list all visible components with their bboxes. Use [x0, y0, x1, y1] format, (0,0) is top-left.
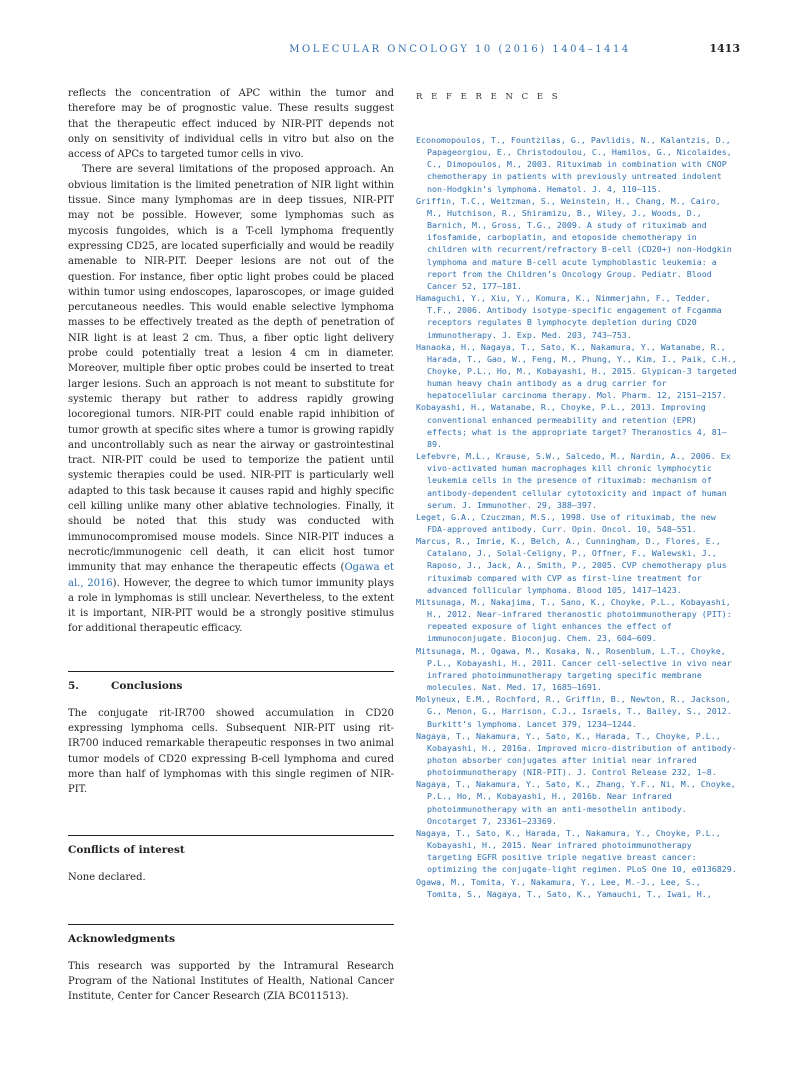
reference-item[interactable]: Nagaya, T., Nakamura, Y., Sato, K., Zhang, Y.F., Ni, M., Choyke, P.L., Ho, M., Kobayashi, H., 2016b. Near infrared photoimmunotherapy with an anti-mesothelin antibody. Oncotarget 7, 23361–23369.	[416, 779, 736, 826]
paragraph-2-text-a: There are several limitations of the proposed approach. An obvious limitation is the limited penetration of NIR light within tissue. Since many lymphomas are in deep tissues, NIR-PIT may not be possible. However, some lymphomas such as mycosis fungoides, which is a T-cell lymphoma frequently expressing CD25, are located superficially and would be readily amenable to NIR-PIT. Deeper lesions are not out of the question. For instance, fiber optic light probes could be placed within tumor using endoscopes, laparoscopes, or image guided percutaneous needles. This would enable selective lymphoma masses to be effectively treated as the depth of penetration of NIR light is at least 2 cm. Thus, a fiber optic light delivery probe could potentially treat a lesion 4 cm in diameter. Moreover, multiple fiber optic probes could be inserted to treat larger lesions. Such an approach is not meant to substitute for systemic therapy but rather to address rapidly growing locoregional tumors. NIR-PIT could enable rapid inhibition of tumor growth at specific sites where a tumor is growing rapidly and uncontrollably such as near the airway or gastrointestinal tract. NIR-PIT could be used to temporize the patient until systemic therapies could be used. NIR-PIT is particularly well adapted to this task because it causes rapid and highly specific cell killing unlike many other ablative technologies. Finally, it should be noted that this study was conducted with immunocompromised mouse models. Since NIR-PIT induces a necrotic/immunogenic cell death, it can elicit host tumor immunity that may enhance the therapeutic effects (	[68, 164, 394, 574]
body-paragraph-2	[68, 162, 394, 636]
coi-text: None declared.	[68, 872, 146, 884]
reference-item[interactable]: Hanaoka, H., Nagaya, T., Sato, K., Nakamura, Y., Watanabe, R., Harada, T., Gao, W., Feng, M., Phung, Y., Kim, I., Paik, C.H., Choyke, P.L., Ho, M., Kobayashi, H., 2015. Glypican-3 targeted human heavy chain antibody as a drug carrier for hepatocellular carcinoma therapy. Mol. Pharm. 12, 2151–2157.	[416, 341, 737, 401]
reference-item[interactable]: Mitsunaga, M., Ogawa, M., Kosaka, N., Rosenblum, L.T., Choyke, P.L., Kobayashi, H., 2011. Cancer cell-selective in vivo near infrared photoimmunotherapy targeting specific membrane molecules. Nat. Med. 17, 1685–1691.	[416, 645, 732, 693]
references-label: R E F E R E N C E S	[416, 92, 561, 102]
reference-item[interactable]: Nagaya, T., Nakamura, Y., Sato, K., Harada, T., Choyke, P.L., Kobayashi, H., 2016a. Improved micro-distribution of antibody-photon absorber conjugates after initial near infrared photoimmunotherapy (NIR-PIT). J. Control Release 232, 1–8.	[416, 730, 737, 778]
conclusions-rule	[68, 671, 394, 672]
coi-rule	[68, 835, 394, 836]
right-column	[416, 86, 740, 900]
reference-item[interactable]: Nagaya, T., Sato, K., Harada, T., Nakamura, Y., Choyke, P.L., Kobayashi, H., 2015. Near infrared photoimmunotherapy targeting EGFR positive triple negative breast cancer: optimizing the conjugate-light regimen. PLoS One 10, e0136829.	[416, 827, 737, 875]
reference-item[interactable]: Ogawa, M., Tomita, Y., Nakamura, Y., Lee, M.-J., Lee, S., Tomita, S., Nagaya, T., Sato, K., Yamauchi, T., Iwai, H.,	[416, 876, 712, 899]
conclusions-text: The conjugate rit-IR700 showed accumulation in CD20 expressing lymphoma cells. Subsequent NIR-PIT using rit-IR700 induced remarkable therapeutic responses in two animal tumor models of CD20 expressing B-cell lymphoma and cured more than half of lymphomas with this single regimen of NIR-PIT.	[68, 707, 394, 796]
reference-item[interactable]: Leget, G.A., Czuczman, M.S., 1998. Use of rituximab, the new FDA-approved antibody. Curr. Opin. Oncol. 10, 548–551.	[416, 511, 716, 534]
reference-item[interactable]: Mitsunaga, M., Nakajima, T., Sano, K., Choyke, P.L., Kobayashi, H., 2012. Near-infrared theranostic photoimmunotherapy (PIT): repeated exposure of light enhances the effect of immunoconjugate. Bioconjug. Chem. 23, 604–609.	[416, 596, 732, 644]
reference-item[interactable]: Kobayashi, H., Watanabe, R., Choyke, P.L., 2013. Improving conventional enhanced permeability and retention (EPR) effects; what is the appropriate target? Theranostics 4, 81–89.	[416, 402, 727, 449]
reference-item[interactable]: Lefebvre, M.L., Krause, S.W., Salcedo, M., Nardin, A., 2006. Ex vivo-activated human macrophages kill chronic lymphocytic leukemia cells in the presence of rituximab: mechanism of antibody-dependent cellular cytotoxicity and impact of human serum. J. Immunother. 29, 388–397.	[416, 451, 731, 510]
reference-item[interactable]: Economopoulos, T., Fountzilas, G., Pavlidis, N., Kalantzis, D., Papageorgiou, E., Christodoulou, C., Hamilos, G., Nicolaides, C., Dimopoulos, M., 2003. Rituximab in combination with CNOP chemotherapy in patients with previously untreated indolent non-Hodgkin’s lymphoma. Hematol. J. 4, 110–115.	[416, 135, 732, 194]
page-number: 1413	[709, 42, 740, 55]
paragraph-2-text-b: ). However, the degree to which tumor immunity plays a role in lymphomas is still unclear. Nevertheless, to the extent it is important, NIR-PIT would be a strongly positive stimulus for additional therapeutic efficacy.	[68, 577, 394, 635]
conclusions-title: Conclusions	[110, 679, 183, 692]
ack-text: This research was supported by the Intramural Research Program of the National Institutes of Health, National Cancer Institute, Center for Cancer Research (ZIA BC011513).	[68, 960, 394, 1003]
reference-item[interactable]: Hamaguchi, Y., Xiu, Y., Komura, K., Nimmerjahn, F., Tedder, T.F., 2006. Antibody isotype-specific engagement of Fcgamma receptors regulates B lymphocyte depletion during CD20 immunotherapy. J. Exp. Med. 203, 743–753.	[416, 293, 722, 340]
reference-item[interactable]: Molyneux, E.M., Rochford, R., Griffin, B., Newton, R., Jackson, G., Menon, G., Harrison, C.J., Israels, T., Bailey, S., 2012. Burkitt’s lymphoma. Lancet 379, 1234–1244.	[416, 694, 732, 729]
ack-heading: Acknowledgments	[68, 932, 176, 945]
body-paragraph-1: reflects the concentration of APC within the tumor and therefore may be of prognostic value. These results suggest that the therapeutic effect induced by NIR-PIT depends not only on sensitivity of individual cells in vitro but also on the access of APCs to targeted tumor cells in vivo.	[68, 88, 394, 161]
reference-item[interactable]: Griffin, T.C., Weitzman, S., Weinstein, H., Chang, M., Cairo, M., Hutchison, R., Shiramizu, B., Wiley, J., Woods, D., Barnich, M., Gross, T.G., 2009. A study of rituximab and ifosfamide, carboplatin, and etoposide chemotherapy in children with recurrent/refractory B-cell (CD20+) non-Hodgkin lymphoma and mature B-cell acute lymphoblastic leukemia: a report from the Children’s Oncology Group. Pediatr. Blood Cancer 52, 177–181.	[416, 195, 732, 291]
conclusions-number: 5.	[68, 679, 79, 692]
ack-rule	[68, 924, 394, 925]
citation-link-ogawa-2016[interactable]: Ogawa et al., 2016	[68, 562, 394, 589]
conclusions-heading	[68, 680, 394, 692]
references-list	[416, 134, 740, 900]
reference-item[interactable]: Marcus, R., Imrie, K., Belch, A., Cunningham, D., Flores, E., Catalano, J., Solal-Celigny, P., Offner, F., Walewski, J., Raposo, J., Jack, A., Smith, P., 2005. CVP chemotherapy plus rituximab compared with CVP as first-line treatment for advanced follicular lymphoma. Blood 105, 1417–1423.	[416, 536, 727, 595]
running-header-journal: MOLECULAR ONCOLOGY 10 (2016) 1404–1414	[289, 44, 631, 55]
coi-heading: Conflicts of interest	[68, 844, 185, 857]
left-column	[68, 86, 394, 1005]
